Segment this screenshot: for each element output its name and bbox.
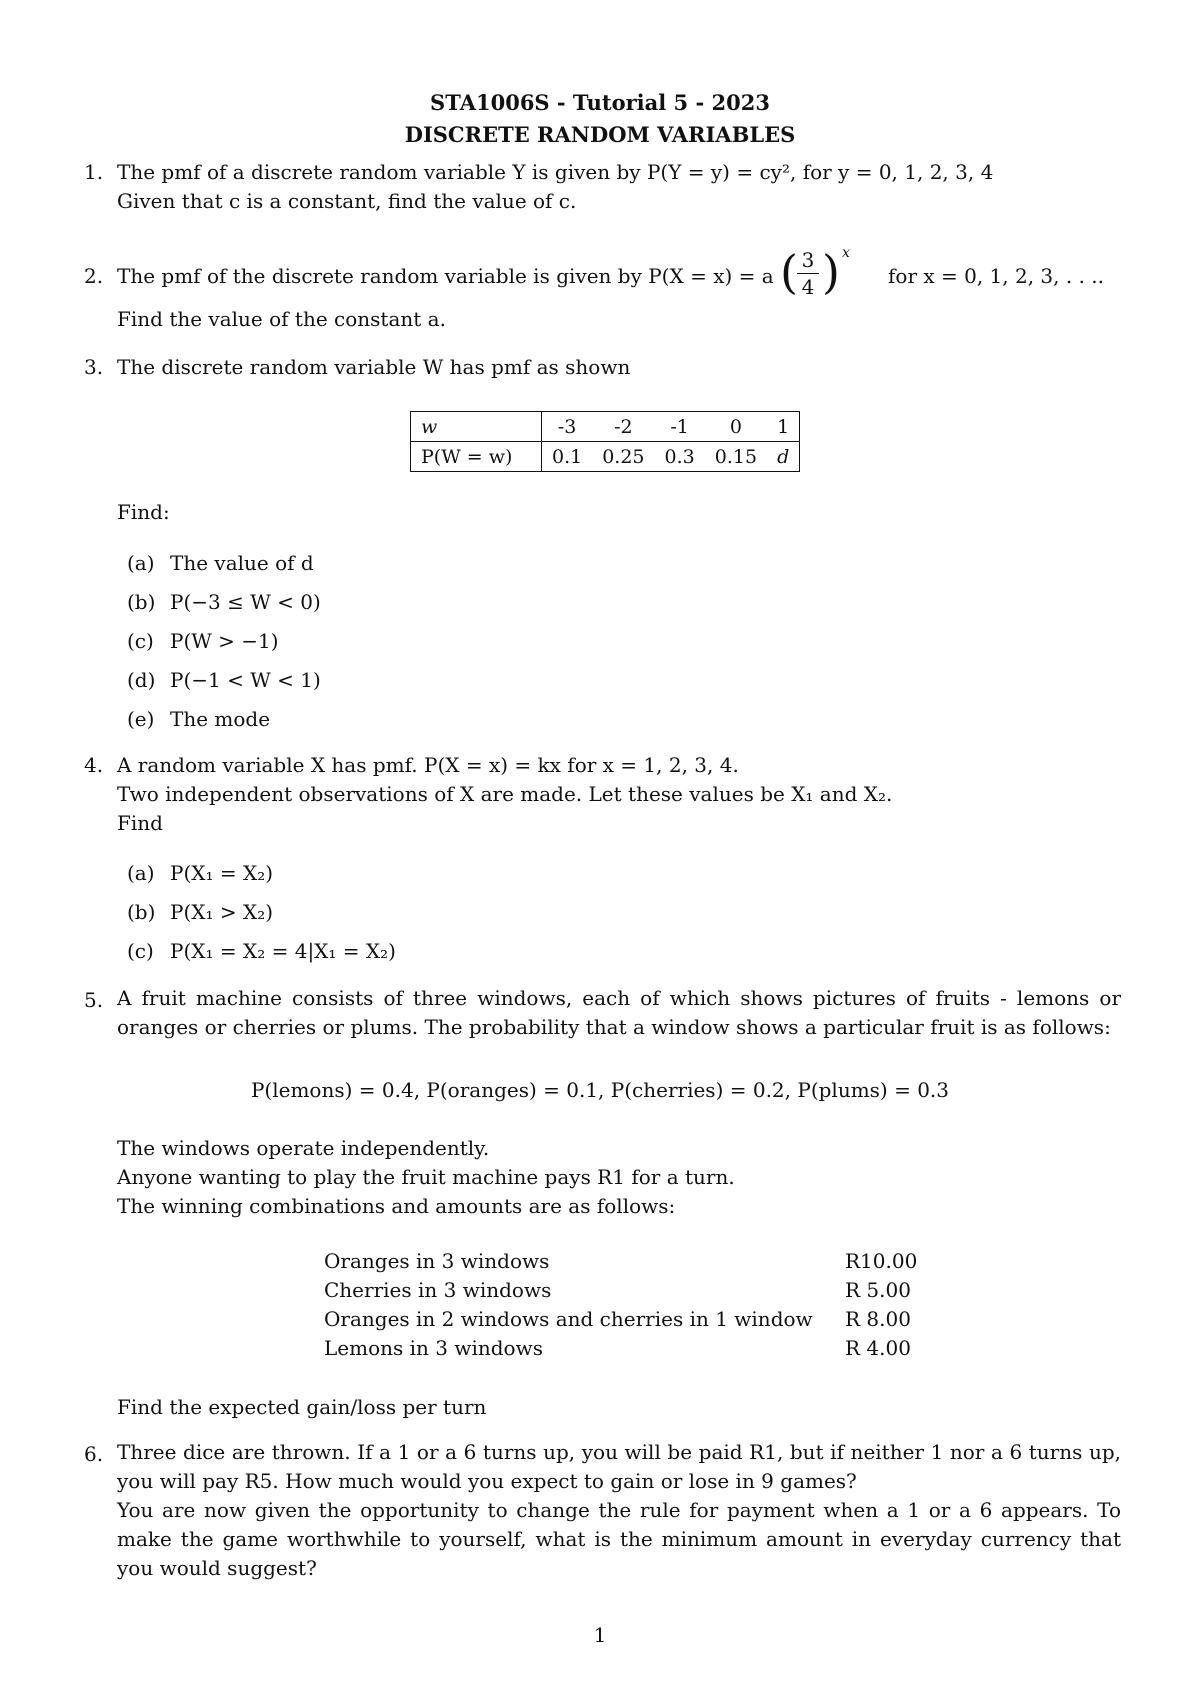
q6-paragraph-2: You are now given the opportunity to change the rule for payment when a 1 or a 6 appears. To make the game worthwhile to yourself, what is the minimum amount in everyday currency that you would suggest?	[117, 1498, 1121, 1580]
page-title: STA1006S - Tutorial 5 - 2023	[430, 90, 770, 115]
q3-find: Find:	[117, 500, 170, 524]
list-item-label: (a)	[127, 861, 155, 885]
q6-number: 6.	[84, 1442, 104, 1466]
win-amount: R 8.00	[845, 1307, 911, 1331]
q3-intro: The discrete random variable W has pmf as shown	[117, 355, 631, 379]
win-amount: R10.00	[845, 1249, 918, 1273]
list-item-label: (c)	[127, 939, 154, 963]
fraction-denominator: 4	[801, 275, 815, 299]
win-amount: R 4.00	[845, 1336, 911, 1360]
table-cell: 1	[767, 412, 800, 442]
q5-line-a: The windows operate independently.	[117, 1136, 490, 1160]
q2-line1b: for x = 0, 1, 2, 3, . . ..	[888, 264, 1105, 288]
list-item: The mode	[170, 707, 271, 731]
list-item: P(X₁ = X₂ = 4|X₁ = X₂)	[170, 939, 396, 963]
table-cell: 0.25	[592, 442, 654, 472]
q3-number: 3.	[84, 355, 104, 379]
q6-paragraph-1: Three dice are thrown. If a 1 or a 6 turns up, you will be paid R1, but if neither 1 nor a 6 turns up, you will pay R5. How much would you expect to gain or lose in 9 games?	[117, 1440, 1121, 1493]
table-cell: d	[767, 442, 800, 472]
win-combo: Oranges in 3 windows	[324, 1249, 550, 1273]
q5-number: 5.	[84, 988, 104, 1012]
q2-number: 2.	[84, 264, 104, 288]
q5-paragraph: A fruit machine consists of three windows, each of which shows pictures of fruits - lemons or oranges or cherries or plums. The probability that a window shows a particular fruit is as follows:	[117, 986, 1121, 1039]
q4-number: 4.	[84, 753, 104, 777]
list-item-label: (c)	[127, 629, 154, 653]
win-amount: R 5.00	[845, 1278, 911, 1302]
list-item: P(−1 < W < 1)	[170, 668, 321, 692]
fraction-numerator: 3	[801, 248, 815, 272]
list-item: P(X₁ = X₂)	[170, 861, 274, 885]
win-combo: Cherries in 3 windows	[324, 1278, 552, 1302]
q1-number: 1.	[84, 160, 104, 184]
pmf-table	[410, 411, 800, 472]
table-header-cell: w	[411, 412, 542, 442]
list-item: P(W > −1)	[170, 629, 279, 653]
q2-fraction	[797, 248, 819, 299]
q5-line-b: Anyone wanting to play the fruit machine pays R1 for a turn.	[117, 1165, 735, 1189]
list-item-label: (e)	[127, 707, 155, 731]
table-cell: 0.1	[542, 442, 593, 472]
table-cell: 0.3	[655, 442, 705, 472]
q2-line2: Find the value of the constant a.	[117, 307, 446, 331]
list-item: P(X₁ > X₂)	[170, 900, 274, 924]
table-cell: -1	[655, 412, 705, 442]
q5-probabilities: P(lemons) = 0.4, P(oranges) = 0.1, P(cherries) = 0.2, P(plums) = 0.3	[250, 1078, 950, 1102]
table-header-cell: P(W = w)	[411, 442, 542, 472]
table-cell: -3	[542, 412, 593, 442]
table-cell: -2	[592, 412, 654, 442]
q4-line1: A random variable X has pmf. P(X = x) = kx for x = 1, 2, 3, 4.	[117, 753, 739, 777]
fraction-bar	[797, 273, 819, 274]
table-cell: 0	[705, 412, 767, 442]
q1-line1: The pmf of a discrete random variable Y is given by P(Y = y) = cy², for y = 0, 1, 2, 3, 4	[117, 160, 994, 184]
table-row	[411, 412, 800, 442]
list-item: The value of d	[170, 551, 314, 575]
table-cell: 0.15	[705, 442, 767, 472]
list-item-label: (a)	[127, 551, 155, 575]
q5-line-c: The winning combinations and amounts are as follows:	[117, 1194, 676, 1218]
q5-final: Find the expected gain/loss per turn	[117, 1395, 487, 1419]
list-item: P(−3 ≤ W < 0)	[170, 590, 321, 614]
win-combo: Oranges in 2 windows and cherries in 1 window	[324, 1307, 813, 1331]
q2-exponent: x	[842, 245, 850, 261]
left-paren: (	[780, 245, 798, 299]
q4-line2: Two independent observations of X are made. Let these values be X₁ and X₂.	[117, 782, 893, 806]
q2-line1a: The pmf of the discrete random variable is given by P(X = x) = a	[117, 264, 774, 288]
list-item-label: (d)	[127, 668, 156, 692]
q4-line3: Find	[117, 811, 163, 835]
right-paren: )	[822, 245, 840, 299]
page-subtitle: DISCRETE RANDOM VARIABLES	[404, 122, 796, 147]
list-item-label: (b)	[127, 590, 156, 614]
list-item-label: (b)	[127, 900, 156, 924]
win-combo: Lemons in 3 windows	[324, 1336, 543, 1360]
q1-line2: Given that c is a constant, find the value of c.	[117, 189, 577, 213]
table-row	[411, 442, 800, 472]
page-number: 1	[593, 1623, 607, 1647]
